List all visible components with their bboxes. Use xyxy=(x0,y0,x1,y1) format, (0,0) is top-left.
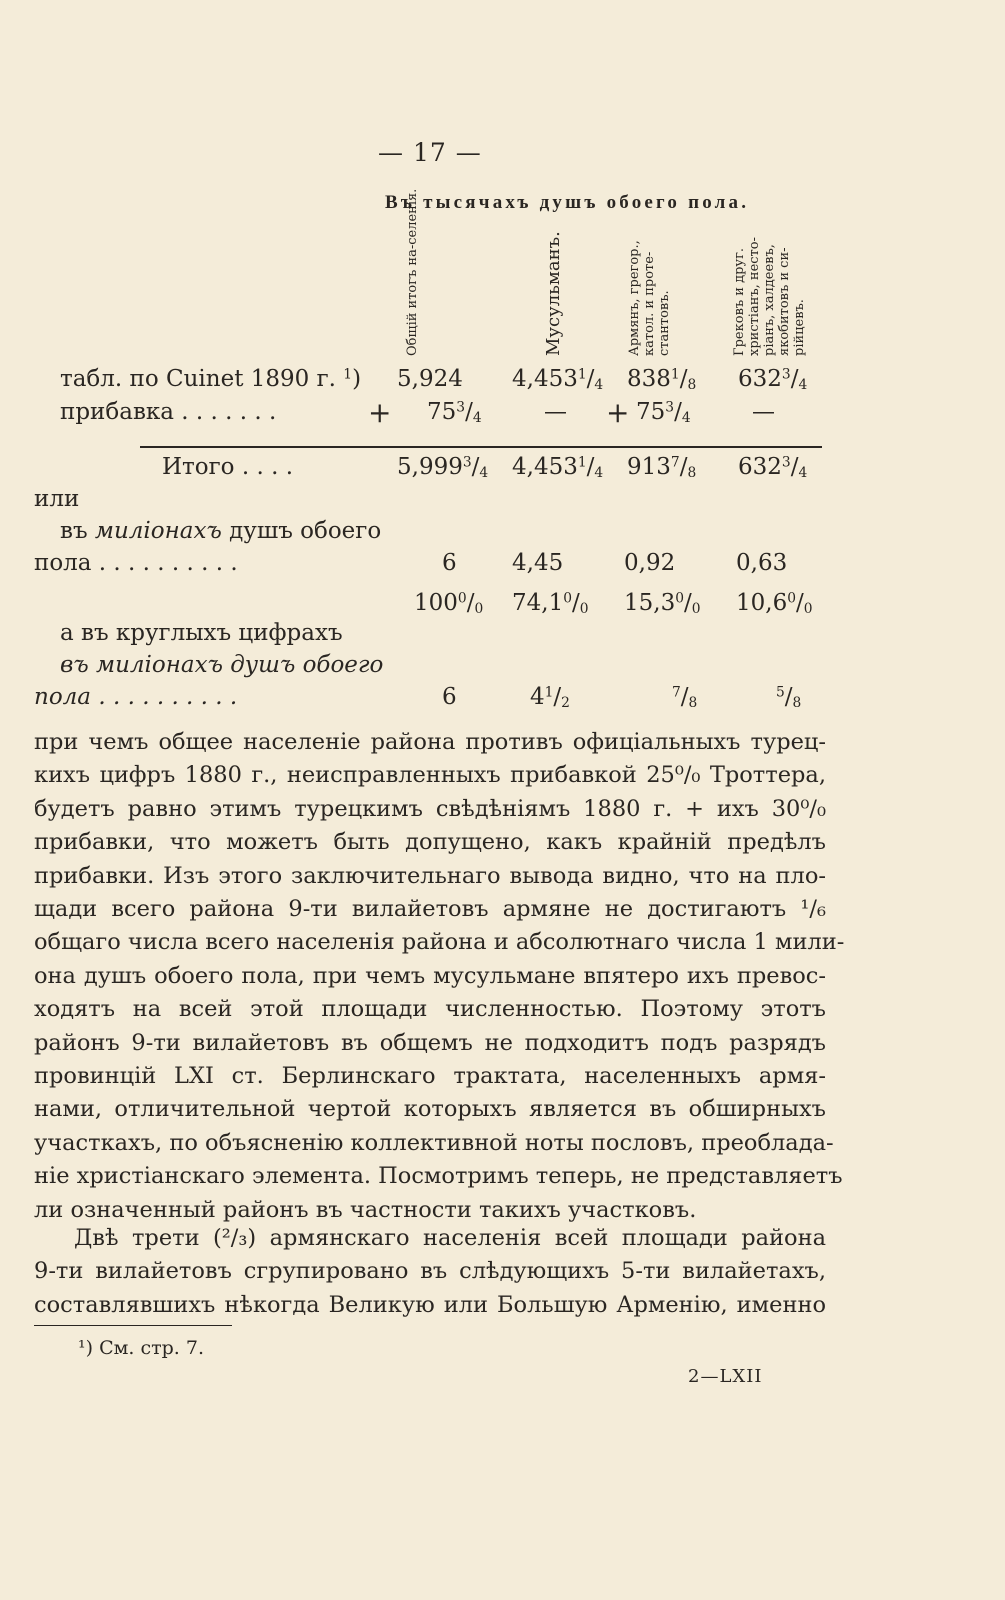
text-line: при чемъ общее населеніе района противъ офиціальныхъ турец- xyxy=(34,729,826,755)
row-label-round-2: въ миліонахъ душъ обоего xyxy=(60,652,384,678)
text-line: общаго числа всего населенія района и абсолютнаго числа 1 мили- xyxy=(34,929,845,956)
cell-round-armenians: $^7/_8$ xyxy=(672,684,698,711)
cell-cuinet-armenians: $838^1/_8$ xyxy=(627,366,697,393)
cell-total-total: $5,999^3/_4$ xyxy=(397,454,489,481)
body-paragraph-1 xyxy=(34,726,845,1227)
signature-mark: 2—LXII xyxy=(688,1366,763,1387)
cell-cuinet-muslims: $4,453^1/_4$ xyxy=(512,366,604,393)
column-header-greeks: Грековъ и друг. христіанъ, несто-ріанъ, халдеевъ, якобитовъ и си-рійцевъ. xyxy=(732,237,807,356)
row-label-round-1: а въ круглыхъ цифрахъ xyxy=(60,620,343,646)
cell-add-greeks: — xyxy=(752,399,775,425)
cell-round-total: 6 xyxy=(442,684,457,710)
row-label-millions-1: въ миліонахъ душъ обоего xyxy=(60,518,382,544)
row-label-millions-2: пола . . . . . . . . . . xyxy=(34,550,238,576)
text-line: ніе христіанскаго элемента. Посмотримъ теперь, не представляетъ xyxy=(34,1163,843,1190)
text-line: будетъ равно этимъ турецкимъ свѣдѣніямъ 1880 г. + ихъ 30⁰/₀ xyxy=(34,795,826,822)
text-line: районъ 9-ти вилайетовъ въ общемъ не подходитъ подъ разрядъ xyxy=(34,1029,826,1056)
cell-add-muslims: — xyxy=(544,399,567,425)
cell-mil-greeks: 0,63 xyxy=(736,550,788,576)
table-rule xyxy=(140,446,822,448)
text-line: прибавки. Изъ этого заключительнаго вывода видно, что на пло- xyxy=(34,862,826,889)
cell-total-greeks: $632^3/_4$ xyxy=(738,454,808,481)
cell-pct-armenians: $15,3^0/_0$ xyxy=(624,590,701,617)
cell-cuinet-total: 5,924 xyxy=(397,366,463,392)
footnote: ¹) См. стр. 7. xyxy=(78,1337,204,1359)
page-number: — 17 — xyxy=(378,138,482,167)
row-label-addition: прибавка . . . . . . . xyxy=(60,399,277,425)
text-line: участкахъ, по объясненію коллективной ноты пословъ, преоблада- xyxy=(34,1129,834,1156)
text-line: Двѣ трети (²/₃) армянскаго населенія всей площади района xyxy=(74,1225,826,1251)
column-header-armenians: Армянъ, грегор., катол. и проте-стантовъ. xyxy=(627,240,672,356)
row-label-total: Итого . . . . xyxy=(162,454,294,480)
text-line: прибавки, что можетъ быть допущено, какъ крайній предѣлъ xyxy=(34,829,826,856)
column-header-muslims: Мусульманъ. xyxy=(543,231,564,356)
cell-mil-armenians: 0,92 xyxy=(624,550,676,576)
text-line-last: ли означенный районъ въ частности такихъ участковъ. xyxy=(34,1196,697,1223)
text-line: составлявшихъ нѣкогда Великую или Большую Арменію, именно xyxy=(34,1291,826,1318)
cell-pct-muslims: $74,1^0/_0$ xyxy=(512,590,589,617)
plus-sign-2: + xyxy=(606,396,630,429)
table-caption: Въ тысячахъ душъ обоего пола. xyxy=(385,192,750,213)
footnote-rule xyxy=(34,1325,232,1326)
cell-mil-total: 6 xyxy=(442,550,457,576)
text-line: ходятъ на всей этой площади численностью. Поэтому этотъ xyxy=(34,996,826,1023)
text-line: щади всего района 9-ти вилайетовъ армяне не достигаютъ ¹/₆ xyxy=(34,896,826,923)
cell-add-armenians: $75^3/_4$ xyxy=(636,399,691,426)
cell-total-armenians: $913^7/_8$ xyxy=(627,454,697,481)
cell-add-total: $75^3/_4$ xyxy=(427,399,482,426)
text-line: 9-ти вилайетовъ сгрупировано въ слѣдующихъ 5-ти вилайетахъ, xyxy=(34,1258,826,1285)
column-header-total: Общій итогъ на-селенія. xyxy=(405,188,420,356)
cell-total-muslims: $4,453^1/_4$ xyxy=(512,454,604,481)
plus-sign: + xyxy=(368,396,392,429)
cell-pct-total: $100^0/_0$ xyxy=(414,590,484,617)
cell-round-muslims: $4^1/_2$ xyxy=(530,684,570,711)
body-paragraph-2 xyxy=(34,1222,826,1322)
text-line: провинцій LXI ст. Берлинскаго трактата, населенныхъ армя- xyxy=(34,1063,826,1090)
text-line: нами, отличительной чертой которыхъ является въ обширныхъ xyxy=(34,1096,826,1123)
row-label-cuinet: табл. по Cuinet 1890 г. $^1$) xyxy=(60,366,362,392)
text-line: кихъ цифръ 1880 г., неисправленныхъ прибавкой 25⁰/₀ Троттера, xyxy=(34,762,826,789)
row-label-or: или xyxy=(34,486,80,512)
cell-mil-muslims: 4,45 xyxy=(512,550,564,576)
cell-cuinet-greeks: $632^3/_4$ xyxy=(738,366,808,393)
row-label-round-3: пола . . . . . . . . . . xyxy=(34,684,238,710)
cell-pct-greeks: $10,6^0/_0$ xyxy=(736,590,813,617)
text-line: она душъ обоего пола, при чемъ мусульмане впятеро ихъ превос- xyxy=(34,962,826,989)
cell-round-greeks: $^5/_8$ xyxy=(776,684,802,711)
